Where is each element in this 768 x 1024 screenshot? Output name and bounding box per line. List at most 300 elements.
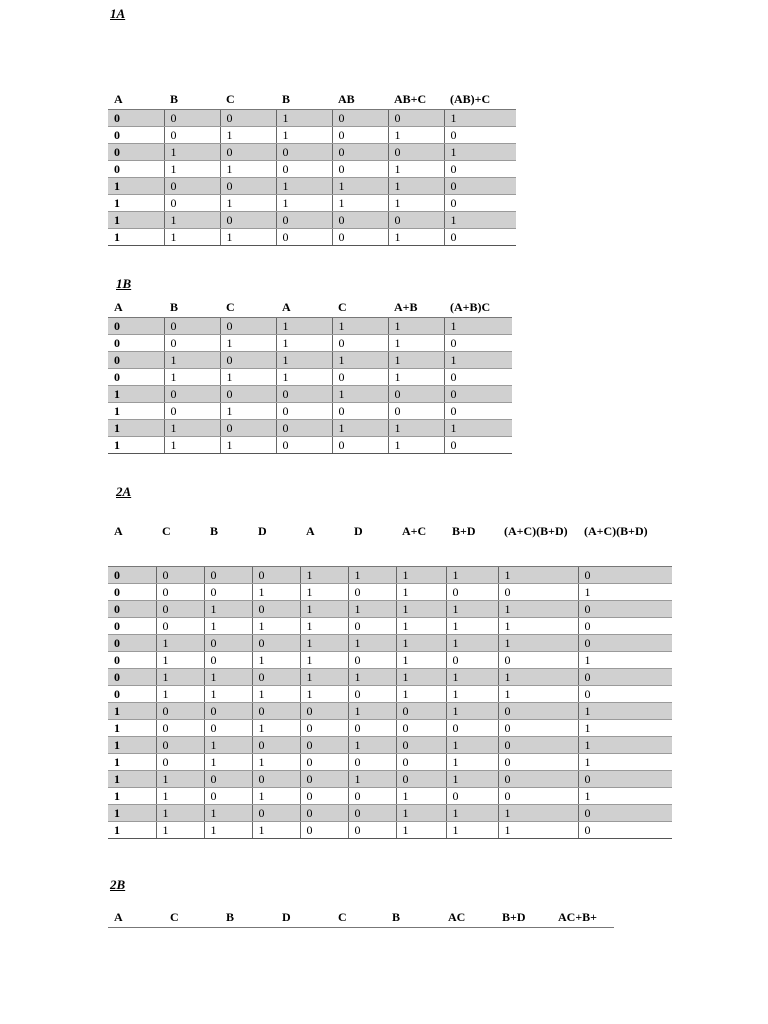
table-row bbox=[108, 161, 516, 178]
table-cell: 0 bbox=[156, 567, 204, 584]
table-cell: 1 bbox=[276, 369, 332, 386]
table-cell: 0 bbox=[444, 403, 512, 420]
column-header: B+D bbox=[446, 524, 498, 567]
table-cell: 0 bbox=[396, 720, 446, 737]
table-cell: 1 bbox=[444, 110, 516, 127]
column-header: (A+C)(B+D) bbox=[578, 524, 672, 567]
table-cell: 0 bbox=[276, 144, 332, 161]
table-row bbox=[108, 437, 512, 454]
column-header: A bbox=[108, 300, 164, 318]
table-cell: 1 bbox=[388, 161, 444, 178]
table-row bbox=[108, 144, 516, 161]
table-cell: 0 bbox=[156, 737, 204, 754]
section-heading-1a: 1A bbox=[110, 6, 126, 21]
table-cell: 1 bbox=[204, 601, 252, 618]
table-row bbox=[108, 352, 512, 369]
table-cell: 0 bbox=[156, 601, 204, 618]
table-cell: 0 bbox=[252, 703, 300, 720]
table-cell: 0 bbox=[108, 601, 156, 618]
table-cell: 0 bbox=[332, 127, 388, 144]
table-cell: 0 bbox=[252, 601, 300, 618]
table-cell: 1 bbox=[498, 618, 578, 635]
table-cell: 1 bbox=[396, 635, 446, 652]
table-cell: 0 bbox=[348, 618, 396, 635]
table-row bbox=[108, 420, 512, 437]
table-cell: 0 bbox=[108, 161, 164, 178]
table-row bbox=[108, 788, 672, 805]
table-cell: 0 bbox=[446, 788, 498, 805]
table-cell: 0 bbox=[348, 805, 396, 822]
table-cell: 1 bbox=[396, 686, 446, 703]
table-cell: 0 bbox=[276, 420, 332, 437]
table-cell: 1 bbox=[108, 822, 156, 839]
table-cell: 0 bbox=[498, 771, 578, 788]
table-cell: 1 bbox=[388, 335, 444, 352]
table-cell: 0 bbox=[156, 754, 204, 771]
column-header: A bbox=[108, 524, 156, 567]
table-cell: 1 bbox=[252, 686, 300, 703]
table-cell: 0 bbox=[220, 318, 276, 335]
table-cell: 1 bbox=[300, 669, 348, 686]
table-cell: 1 bbox=[164, 212, 220, 229]
table-cell: 1 bbox=[252, 584, 300, 601]
table-cell: 1 bbox=[108, 805, 156, 822]
table-cell: 1 bbox=[108, 737, 156, 754]
table-cell: 1 bbox=[220, 195, 276, 212]
table-cell: 0 bbox=[300, 720, 348, 737]
table-cell: 0 bbox=[578, 669, 672, 686]
section-heading-2b: 2B bbox=[110, 877, 126, 892]
table-cell: 0 bbox=[108, 618, 156, 635]
table-cell: 1 bbox=[108, 195, 164, 212]
column-header: C bbox=[164, 910, 220, 928]
table-cell: 1 bbox=[332, 318, 388, 335]
table-cell: 0 bbox=[204, 567, 252, 584]
table-cell: 1 bbox=[388, 437, 444, 454]
column-header: A bbox=[300, 524, 348, 567]
table-cell: 1 bbox=[108, 754, 156, 771]
table-cell: 1 bbox=[332, 178, 388, 195]
table-cell: 1 bbox=[204, 669, 252, 686]
table-cell: 0 bbox=[446, 720, 498, 737]
table-cell: 1 bbox=[444, 420, 512, 437]
table-row bbox=[108, 403, 512, 420]
column-header: B bbox=[204, 524, 252, 567]
table-cell: 0 bbox=[164, 178, 220, 195]
table-cell: 1 bbox=[276, 110, 332, 127]
table-cell: 1 bbox=[444, 318, 512, 335]
table-cell: 1 bbox=[156, 686, 204, 703]
table-cell: 0 bbox=[276, 212, 332, 229]
table-cell: 1 bbox=[156, 652, 204, 669]
table-cell: 0 bbox=[300, 754, 348, 771]
table-cell: 1 bbox=[276, 195, 332, 212]
table-cell: 1 bbox=[164, 420, 220, 437]
truth-table-1a bbox=[108, 92, 516, 246]
table-cell: 1 bbox=[396, 601, 446, 618]
table-row bbox=[108, 212, 516, 229]
table-cell: 0 bbox=[444, 229, 516, 246]
column-header: AC+B+ bbox=[552, 910, 614, 928]
table-row bbox=[108, 754, 672, 771]
table-cell: 0 bbox=[204, 635, 252, 652]
table-row bbox=[108, 822, 672, 839]
table-cell: 0 bbox=[276, 161, 332, 178]
table-cell: 0 bbox=[252, 635, 300, 652]
table-cell: 1 bbox=[348, 737, 396, 754]
column-header: D bbox=[276, 910, 332, 928]
table-cell: 1 bbox=[498, 669, 578, 686]
table-cell: 0 bbox=[578, 822, 672, 839]
table-cell: 1 bbox=[108, 229, 164, 246]
table-cell: 0 bbox=[220, 420, 276, 437]
table-cell: 1 bbox=[444, 352, 512, 369]
table-cell: 1 bbox=[108, 212, 164, 229]
table-cell: 1 bbox=[332, 386, 388, 403]
table-cell: 1 bbox=[108, 178, 164, 195]
table-cell: 0 bbox=[578, 686, 672, 703]
table-cell: 0 bbox=[332, 369, 388, 386]
table-cell: 0 bbox=[300, 788, 348, 805]
table-cell: 1 bbox=[252, 822, 300, 839]
column-header: B bbox=[220, 910, 276, 928]
table-cell: 1 bbox=[252, 652, 300, 669]
table-cell: 1 bbox=[396, 584, 446, 601]
table-cell: 0 bbox=[164, 335, 220, 352]
table-cell: 1 bbox=[252, 754, 300, 771]
table-cell: 1 bbox=[220, 229, 276, 246]
table-cell: 1 bbox=[396, 618, 446, 635]
table-cell: 0 bbox=[164, 318, 220, 335]
table-cell: 1 bbox=[332, 195, 388, 212]
table-cell: 0 bbox=[108, 567, 156, 584]
table-cell: 0 bbox=[220, 352, 276, 369]
table-cell: 0 bbox=[204, 703, 252, 720]
table-cell: 0 bbox=[204, 788, 252, 805]
column-header: B bbox=[164, 300, 220, 318]
table-row bbox=[108, 618, 672, 635]
table-cell: 1 bbox=[396, 669, 446, 686]
column-header: C bbox=[156, 524, 204, 567]
column-header: AC bbox=[442, 910, 496, 928]
table-cell: 1 bbox=[276, 178, 332, 195]
table-cell: 1 bbox=[578, 754, 672, 771]
table-cell: 0 bbox=[578, 635, 672, 652]
table-cell: 0 bbox=[156, 618, 204, 635]
table-cell: 0 bbox=[164, 127, 220, 144]
table-cell: 0 bbox=[300, 822, 348, 839]
column-header: (AB)+C bbox=[444, 92, 516, 110]
table-cell: 0 bbox=[108, 144, 164, 161]
table-cell: 1 bbox=[300, 601, 348, 618]
table-cell: 1 bbox=[108, 437, 164, 454]
table-cell: 1 bbox=[164, 369, 220, 386]
table-cell: 1 bbox=[578, 720, 672, 737]
table-cell: 0 bbox=[498, 788, 578, 805]
table-cell: 1 bbox=[204, 618, 252, 635]
table-cell: 1 bbox=[388, 195, 444, 212]
table-cell: 0 bbox=[252, 737, 300, 754]
table-cell: 1 bbox=[300, 686, 348, 703]
table-cell: 1 bbox=[498, 601, 578, 618]
table-cell: 0 bbox=[220, 212, 276, 229]
section-heading-2a: 2A bbox=[116, 484, 132, 499]
table-row bbox=[108, 652, 672, 669]
table-cell: 0 bbox=[388, 386, 444, 403]
table-cell: 1 bbox=[204, 686, 252, 703]
table-cell: 0 bbox=[348, 720, 396, 737]
table-cell: 1 bbox=[220, 335, 276, 352]
table-row bbox=[108, 805, 672, 822]
table-cell: 1 bbox=[446, 567, 498, 584]
table-cell: 1 bbox=[446, 618, 498, 635]
table-cell: 0 bbox=[578, 771, 672, 788]
table-cell: 1 bbox=[498, 805, 578, 822]
table-cell: 0 bbox=[108, 686, 156, 703]
table-cell: 0 bbox=[332, 437, 388, 454]
table-cell: 0 bbox=[578, 601, 672, 618]
table-cell: 1 bbox=[300, 618, 348, 635]
table-cell: 0 bbox=[332, 403, 388, 420]
table-cell: 0 bbox=[498, 584, 578, 601]
table-cell: 1 bbox=[164, 229, 220, 246]
table-cell: 0 bbox=[300, 737, 348, 754]
table-cell: 0 bbox=[164, 195, 220, 212]
table-cell: 0 bbox=[108, 652, 156, 669]
table-cell: 0 bbox=[348, 754, 396, 771]
table-cell: 0 bbox=[156, 703, 204, 720]
truth-table-1b bbox=[108, 300, 512, 454]
table-cell: 0 bbox=[444, 161, 516, 178]
table-cell: 0 bbox=[204, 720, 252, 737]
table-cell: 0 bbox=[396, 737, 446, 754]
table-cell: 1 bbox=[300, 652, 348, 669]
table-row bbox=[108, 686, 672, 703]
table-cell: 1 bbox=[578, 584, 672, 601]
table-cell: 0 bbox=[108, 584, 156, 601]
table-cell: 1 bbox=[388, 318, 444, 335]
column-header: A bbox=[108, 92, 164, 110]
table-cell: 0 bbox=[444, 369, 512, 386]
table-cell: 1 bbox=[388, 352, 444, 369]
table-row bbox=[108, 229, 516, 246]
table-row bbox=[108, 127, 516, 144]
table-cell: 1 bbox=[396, 652, 446, 669]
table-cell: 0 bbox=[332, 161, 388, 178]
table-cell: 0 bbox=[444, 386, 512, 403]
table-cell: 0 bbox=[108, 335, 164, 352]
table-cell: 0 bbox=[108, 318, 164, 335]
table-cell: 1 bbox=[276, 335, 332, 352]
table-cell: 0 bbox=[498, 703, 578, 720]
table-cell: 0 bbox=[164, 110, 220, 127]
table-cell: 1 bbox=[446, 771, 498, 788]
table-cell: 0 bbox=[332, 212, 388, 229]
table-cell: 1 bbox=[388, 229, 444, 246]
table-cell: 1 bbox=[396, 567, 446, 584]
table-cell: 1 bbox=[108, 386, 164, 403]
table-cell: 1 bbox=[220, 127, 276, 144]
table-cell: 1 bbox=[276, 318, 332, 335]
table-cell: 0 bbox=[300, 771, 348, 788]
table-cell: 0 bbox=[388, 212, 444, 229]
table-cell: 1 bbox=[108, 720, 156, 737]
table-cell: 0 bbox=[396, 771, 446, 788]
table-cell: 0 bbox=[276, 386, 332, 403]
table-cell: 1 bbox=[446, 822, 498, 839]
table-cell: 0 bbox=[276, 229, 332, 246]
table-cell: 0 bbox=[578, 618, 672, 635]
table-cell: 1 bbox=[164, 437, 220, 454]
table-row bbox=[108, 584, 672, 601]
table-cell: 0 bbox=[388, 144, 444, 161]
table-cell: 0 bbox=[332, 229, 388, 246]
table-cell: 1 bbox=[276, 352, 332, 369]
table-cell: 1 bbox=[220, 161, 276, 178]
column-header: A bbox=[276, 300, 332, 318]
table-cell: 0 bbox=[204, 652, 252, 669]
table-cell: 1 bbox=[108, 403, 164, 420]
table-cell: 1 bbox=[446, 703, 498, 720]
table-cell: 0 bbox=[220, 386, 276, 403]
table-cell: 1 bbox=[204, 822, 252, 839]
table-cell: 1 bbox=[108, 771, 156, 788]
table-cell: 0 bbox=[220, 178, 276, 195]
table-cell: 1 bbox=[252, 788, 300, 805]
table-cell: 0 bbox=[498, 737, 578, 754]
truth-table-2b bbox=[108, 910, 614, 928]
section-heading-1b: 1B bbox=[116, 276, 132, 291]
table-row bbox=[108, 601, 672, 618]
column-header: (A+B)C bbox=[444, 300, 512, 318]
table-cell: 0 bbox=[498, 754, 578, 771]
column-header: B bbox=[386, 910, 442, 928]
table-cell: 1 bbox=[446, 669, 498, 686]
column-header: C bbox=[332, 910, 386, 928]
table-row bbox=[108, 720, 672, 737]
table-cell: 1 bbox=[156, 635, 204, 652]
table-cell: 1 bbox=[396, 788, 446, 805]
table-cell: 0 bbox=[498, 720, 578, 737]
table-cell: 1 bbox=[348, 771, 396, 788]
table-cell: 1 bbox=[220, 403, 276, 420]
table-cell: 0 bbox=[332, 110, 388, 127]
table-cell: 1 bbox=[348, 601, 396, 618]
table-cell: 0 bbox=[108, 669, 156, 686]
table-cell: 1 bbox=[348, 567, 396, 584]
table-cell: 1 bbox=[156, 822, 204, 839]
table-cell: 0 bbox=[276, 403, 332, 420]
table-cell: 0 bbox=[348, 584, 396, 601]
table-cell: 0 bbox=[164, 403, 220, 420]
table-cell: 1 bbox=[204, 805, 252, 822]
table-cell: 1 bbox=[164, 352, 220, 369]
column-header: C bbox=[332, 300, 388, 318]
table-cell: 0 bbox=[332, 335, 388, 352]
table-cell: 1 bbox=[252, 720, 300, 737]
table-cell: 1 bbox=[388, 369, 444, 386]
table-cell: 1 bbox=[444, 212, 516, 229]
table-row bbox=[108, 110, 516, 127]
table-cell: 0 bbox=[252, 805, 300, 822]
truth-table-2a bbox=[108, 524, 672, 839]
table-cell: 0 bbox=[498, 652, 578, 669]
table-cell: 1 bbox=[444, 144, 516, 161]
table-cell: 0 bbox=[348, 788, 396, 805]
table-cell: 1 bbox=[578, 788, 672, 805]
column-header: AB+C bbox=[388, 92, 444, 110]
table-cell: 0 bbox=[300, 805, 348, 822]
table-cell: 1 bbox=[498, 822, 578, 839]
table-cell: 0 bbox=[220, 144, 276, 161]
table-cell: 0 bbox=[156, 584, 204, 601]
table-cell: 0 bbox=[300, 703, 348, 720]
table-cell: 1 bbox=[498, 686, 578, 703]
table-cell: 1 bbox=[204, 737, 252, 754]
table-cell: 0 bbox=[204, 771, 252, 788]
table-row bbox=[108, 771, 672, 788]
table-cell: 1 bbox=[108, 420, 164, 437]
column-header: A+B bbox=[388, 300, 444, 318]
table-cell: 0 bbox=[108, 352, 164, 369]
table-cell: 0 bbox=[348, 652, 396, 669]
table-cell: 0 bbox=[348, 686, 396, 703]
table-cell: 0 bbox=[446, 652, 498, 669]
table-cell: 0 bbox=[388, 110, 444, 127]
table-cell: 1 bbox=[446, 686, 498, 703]
table-cell: 0 bbox=[348, 822, 396, 839]
table-cell: 1 bbox=[332, 352, 388, 369]
column-header: D bbox=[252, 524, 300, 567]
table-cell: 1 bbox=[348, 703, 396, 720]
table-cell: 1 bbox=[578, 703, 672, 720]
table-cell: 1 bbox=[388, 178, 444, 195]
table-cell: 1 bbox=[446, 737, 498, 754]
table-cell: 0 bbox=[108, 110, 164, 127]
table-cell: 1 bbox=[396, 805, 446, 822]
table-cell: 0 bbox=[108, 369, 164, 386]
table-cell: 1 bbox=[204, 754, 252, 771]
table-cell: 0 bbox=[396, 703, 446, 720]
table-cell: 1 bbox=[220, 369, 276, 386]
table-cell: 1 bbox=[332, 420, 388, 437]
table-row bbox=[108, 635, 672, 652]
column-header: B bbox=[276, 92, 332, 110]
table-cell: 0 bbox=[446, 584, 498, 601]
column-header: A bbox=[108, 910, 164, 928]
table-cell: 1 bbox=[156, 669, 204, 686]
table-cell: 1 bbox=[396, 822, 446, 839]
table-cell: 1 bbox=[446, 601, 498, 618]
table-cell: 0 bbox=[276, 437, 332, 454]
table-cell: 1 bbox=[348, 669, 396, 686]
table-cell: 1 bbox=[578, 652, 672, 669]
table-cell: 0 bbox=[156, 720, 204, 737]
table-cell: 0 bbox=[444, 195, 516, 212]
table-cell: 1 bbox=[498, 567, 578, 584]
column-header: C bbox=[220, 300, 276, 318]
table-cell: 1 bbox=[108, 788, 156, 805]
table-cell: 1 bbox=[252, 618, 300, 635]
column-header: (A+C)(B+D) bbox=[498, 524, 578, 567]
table-cell: 1 bbox=[348, 635, 396, 652]
table-cell: 1 bbox=[300, 635, 348, 652]
table-row bbox=[108, 195, 516, 212]
table-cell: 0 bbox=[578, 805, 672, 822]
table-cell: 1 bbox=[300, 567, 348, 584]
table-cell: 1 bbox=[220, 437, 276, 454]
table-cell: 1 bbox=[164, 161, 220, 178]
